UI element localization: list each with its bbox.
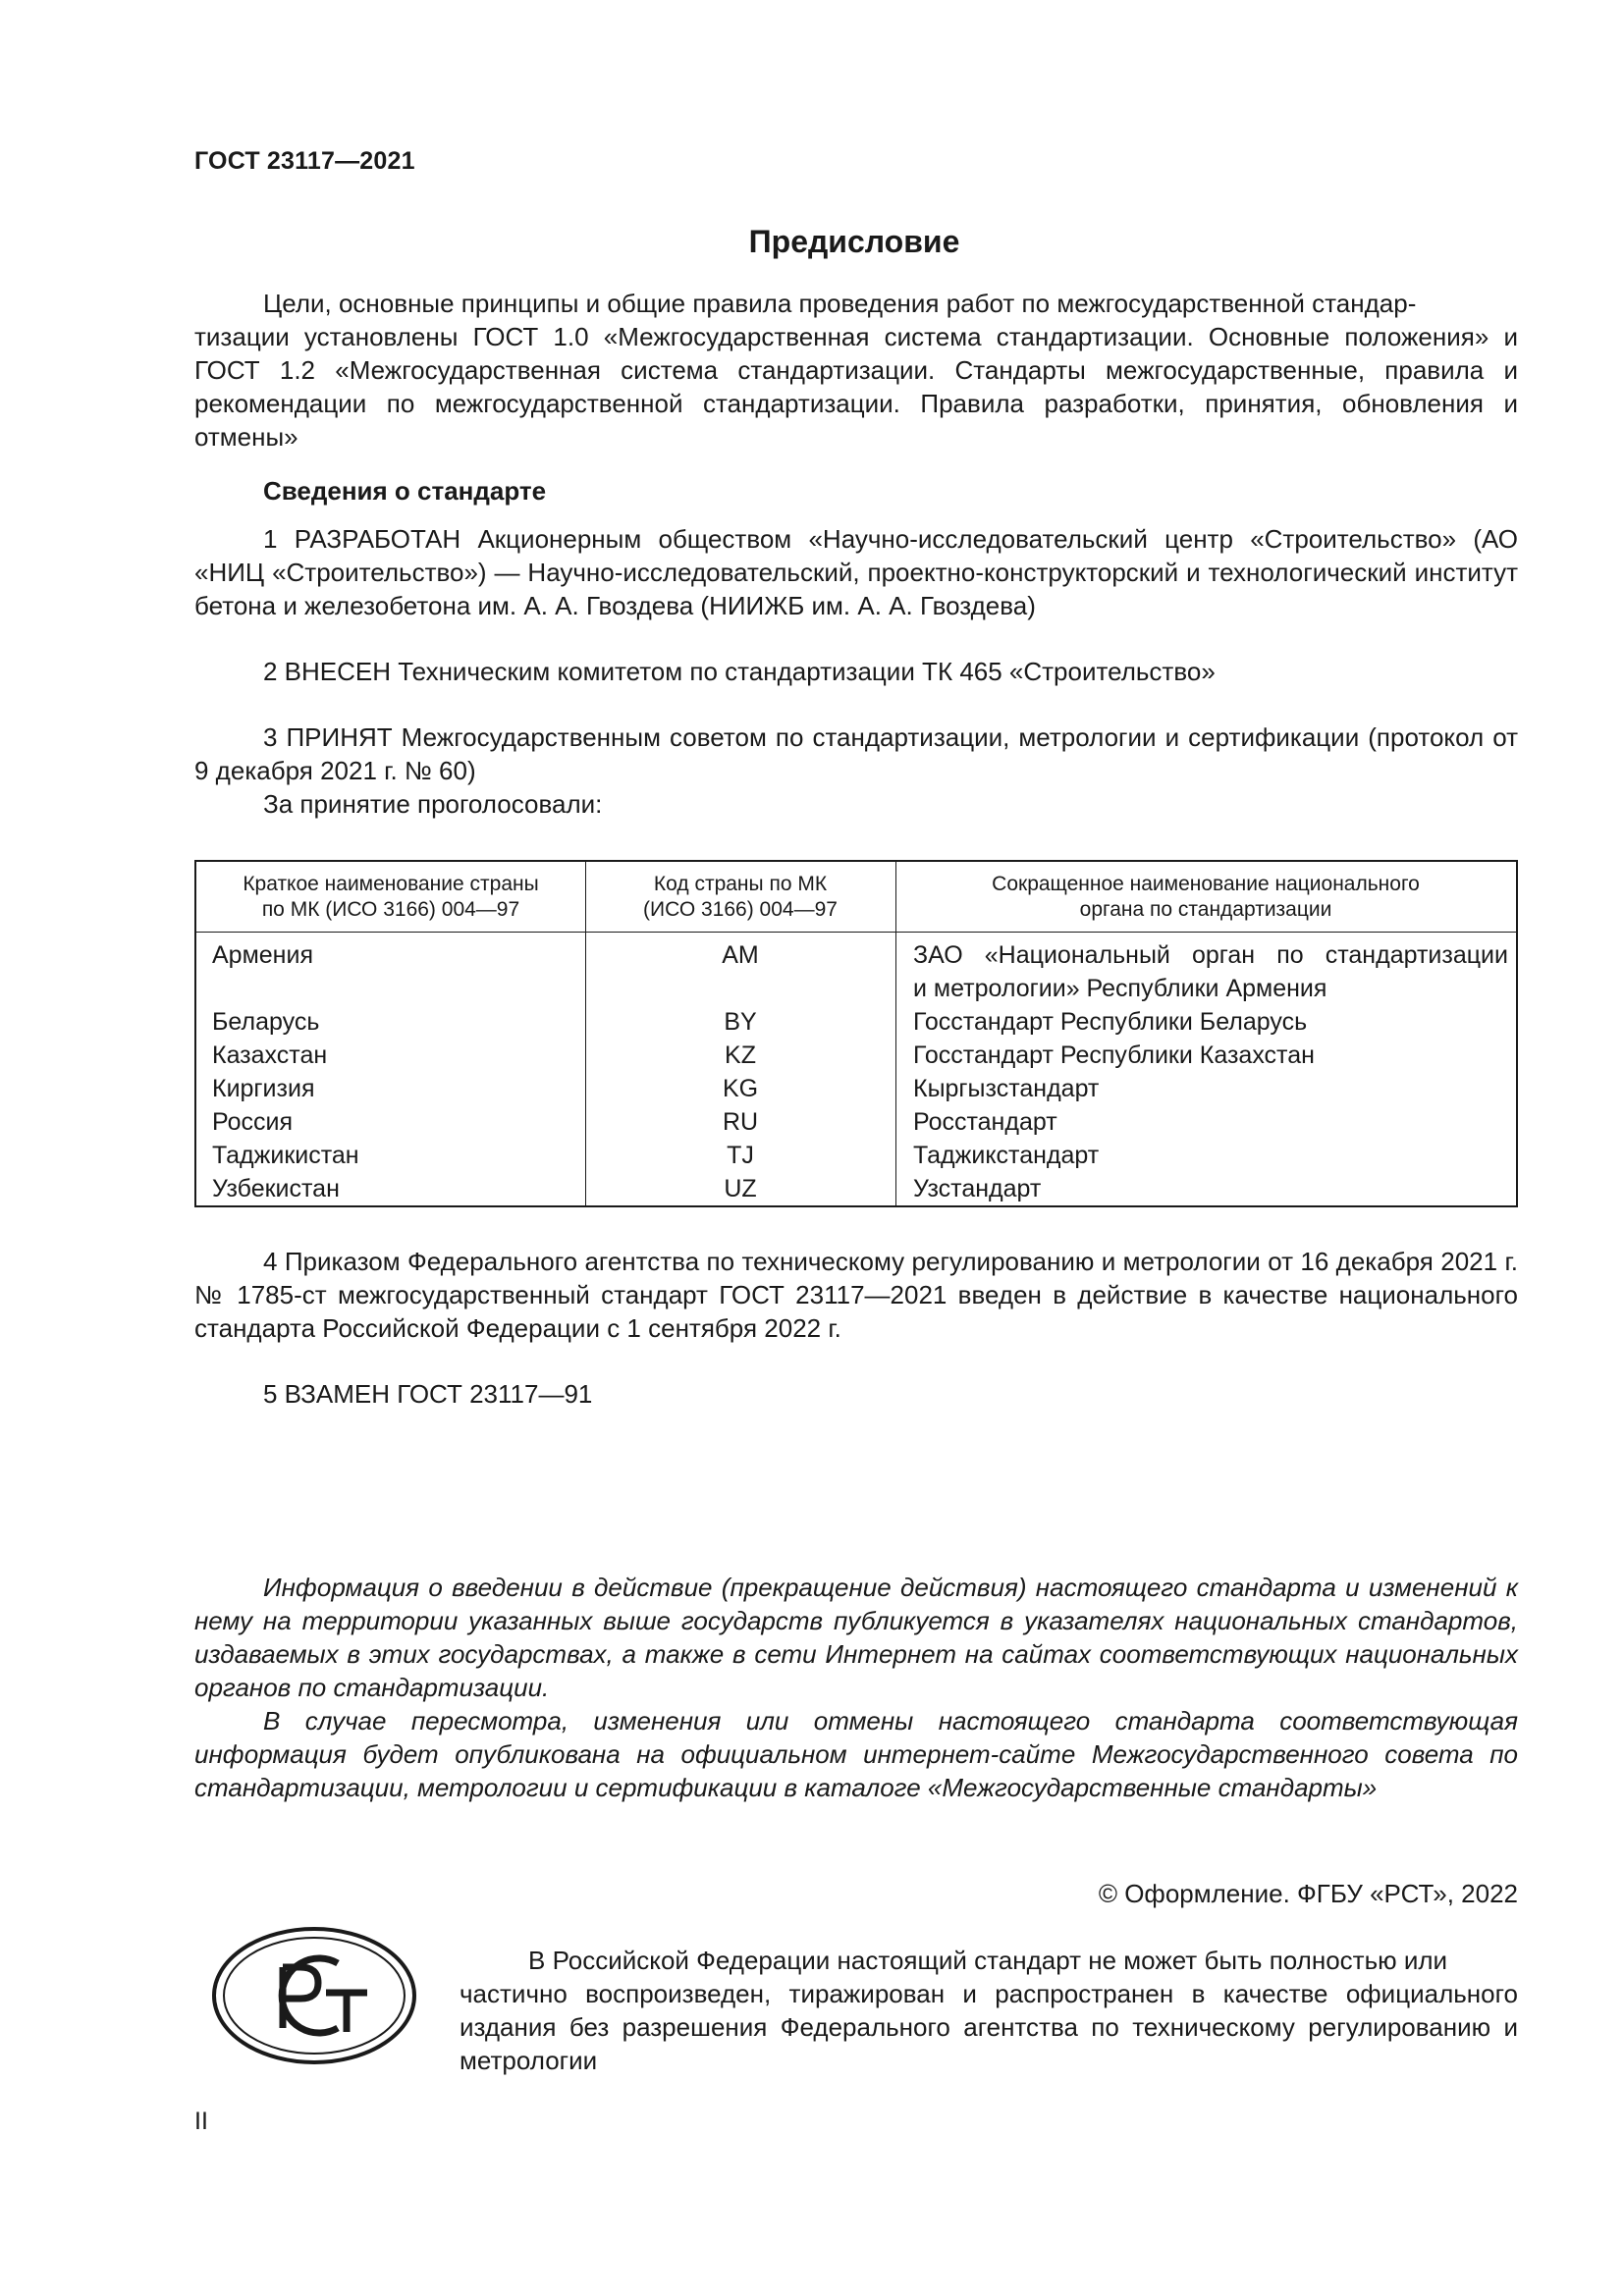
- item-2: [194, 655, 1518, 688]
- item-3-voted: За принятие проголосовали:: [263, 789, 603, 819]
- item-1-text: 1 РАЗРАБОТАН Акционерным обществом «Научно-исследовательский центр «Строительство» (АО «НИЦ «Строительство») — Научно-исследовательский, проектно-конструкторский и технологический институт бетона и железобетона им. А. А. Гвоздева (НИИЖБ им. А. А. Гвоздева): [194, 524, 1518, 620]
- item-2-text: 2 ВНЕСЕН Техническим комитетом по стандартизации ТК 465 «Строительство»: [263, 657, 1216, 686]
- table-header-divider: [196, 932, 1516, 933]
- item-3-text: 3 ПРИНЯТ Межгосударственным советом по стандартизации, метрологии и сертификации (протокол от 9 декабря 2021 г. № 60): [194, 722, 1518, 785]
- code-cell: AM: [722, 941, 759, 969]
- table-header-code: [585, 872, 895, 923]
- code-cell: TJ: [727, 1142, 754, 1169]
- rights-rest: частично воспроизведен, тиражирован и распространен в качестве официального издания без разрешения Федерального агентства по техническому регулированию и метрологии: [460, 1979, 1518, 2075]
- table-header-country: [196, 872, 585, 923]
- item-5-text: 5 ВЗАМЕН ГОСТ 23117—91: [263, 1379, 593, 1409]
- rights-notice: [460, 1944, 1518, 2077]
- country-cell: Армения: [212, 941, 313, 969]
- code-cell: KZ: [725, 1041, 756, 1069]
- code-cell: KG: [722, 1075, 759, 1102]
- voting-table: [194, 860, 1518, 1207]
- header-line: Краткое наименование страны: [243, 873, 539, 895]
- country-cell: Казахстан: [212, 1041, 328, 1069]
- rights-first-line: В Российской Федерации настоящий стандарт не может быть полностью или: [528, 1946, 1448, 1975]
- header-line: Код страны по МК: [653, 873, 828, 895]
- org-cell: Таджикстандарт: [913, 1142, 1100, 1169]
- org-cell-continued: и метрологии» Республики Армения: [913, 975, 1327, 1002]
- org-cell: Кыргызстандарт: [913, 1075, 1100, 1102]
- header-line: по МК (ИСО 3166) 004—97: [261, 898, 520, 921]
- table-header-organization: [895, 872, 1516, 923]
- rst-logo-icon: [210, 1924, 418, 2067]
- header-line: (ИСО 3166) 004—97: [643, 898, 838, 921]
- notice-publication: Информация о введении в действие (прекращение действия) настоящего стандарта и изменений к нему на территории указанных выше государств публикуется в указателях национальных стандартов, издаваемых в этих государствах, а также в сети Интернет на сайтах соответствующих национальных органов по стандартизации.: [194, 1573, 1518, 1702]
- org-cell: Госстандарт Республики Казахстан: [913, 1041, 1315, 1069]
- intro-first-line: Цели, основные принципы и общие правила проведения работ по межгосударственной стандар-: [263, 289, 1417, 318]
- header-line: органа по стандартизации: [1079, 898, 1332, 921]
- country-cell: Узбекистан: [212, 1175, 340, 1202]
- code-cell: RU: [722, 1108, 759, 1136]
- notice-revision: В случае пересмотра, изменения или отмены настоящего стандарта соответствующая информация будет опубликована на официальном интернет-сайте Межгосударственного совета по стандартизации, метрологии и сертификации в каталоге «Межгосударственные стандарты»: [194, 1706, 1518, 1802]
- info-heading: Сведения о стандарте: [263, 476, 547, 506]
- page-number: II: [194, 2108, 208, 2135]
- notice-block: [194, 1571, 1518, 1804]
- header-line: Сокращенное наименование национального: [992, 873, 1420, 895]
- item-4: [194, 1245, 1518, 1345]
- country-cell: Россия: [212, 1108, 293, 1136]
- org-cell: Узстандарт: [913, 1175, 1042, 1202]
- item-4-text: 4 Приказом Федерального агентства по техническому регулированию и метрологии от 16 декабря 2021 г. № 1785-ст межгосударственный стандарт ГОСТ 23117—2021 введен в действие в качестве национального стандарта Российской Федерации с 1 сентября 2022 г.: [194, 1247, 1518, 1343]
- code-cell: BY: [724, 1008, 757, 1036]
- code-cell: UZ: [724, 1175, 757, 1202]
- org-cell: Госстандарт Республики Беларусь: [913, 1008, 1308, 1036]
- country-cell: Киргизия: [212, 1075, 315, 1102]
- item-3: [194, 721, 1518, 821]
- org-cell: Росстандарт: [913, 1108, 1057, 1136]
- country-cell: Таджикистан: [212, 1142, 359, 1169]
- country-cell: Беларусь: [212, 1008, 320, 1036]
- intro-paragraph: [194, 287, 1518, 454]
- document-id-header: ГОСТ 23117—2021: [194, 147, 415, 175]
- item-1: [194, 522, 1518, 622]
- item-5: [194, 1377, 1518, 1411]
- page-title: Предисловие: [748, 224, 960, 259]
- copyright-line: © Оформление. ФГБУ «РСТ», 2022: [1098, 1879, 1518, 1908]
- intro-rest: тизации установлены ГОСТ 1.0 «Межгосударственная система стандартизации. Основные положения» и ГОСТ 1.2 «Межгосударственная система стандартизации. Стандарты межгосударственные, правила и рекомендации по межгосударственной стандартизации. Правила разработки, принятия, обновления и отмены»: [194, 322, 1518, 452]
- org-cell: ЗАО «Национальный орган по стандартизации: [913, 941, 1508, 969]
